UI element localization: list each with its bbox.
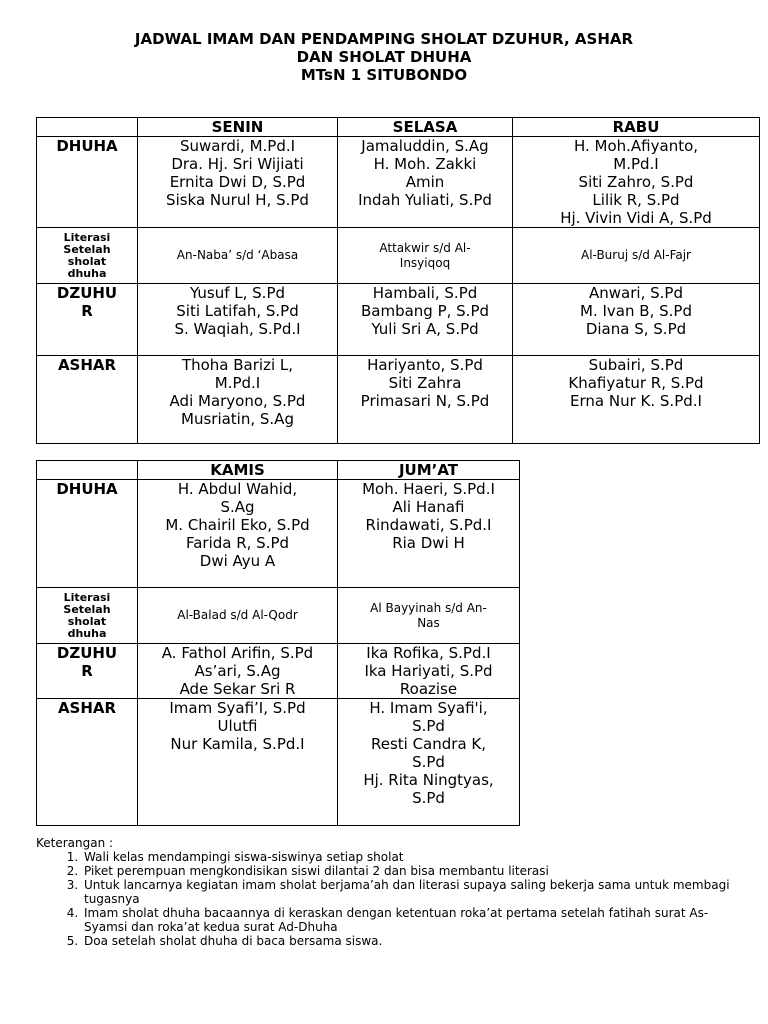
- row-label-ashar: ASHAR: [37, 356, 138, 444]
- cell-line: Subairi, S.Pd: [588, 356, 684, 374]
- cell-line: H. Moh.Afiyanto,: [573, 137, 699, 155]
- corner-cell: [37, 461, 138, 480]
- cell-line: Literasi: [63, 230, 111, 244]
- cell-line: Hariyanto, S.Pd: [367, 356, 483, 374]
- cell: [513, 284, 760, 356]
- cell-line: sholat: [67, 614, 107, 628]
- cell: [513, 356, 760, 444]
- cell-line: S.Pd: [412, 717, 445, 735]
- cell-line: Musriatin, S.Ag: [181, 410, 294, 428]
- cell-line: Dra. Hj. Sri Wijiati: [171, 155, 304, 173]
- cell-line: Siska Nurul H, S.Pd: [166, 191, 309, 209]
- cell-line: Anwari, S.Pd: [589, 284, 683, 302]
- cell-line: Farida R, S.Pd: [185, 534, 290, 552]
- cell-line: Yusuf L, S.Pd: [189, 284, 286, 302]
- cell-line: S.Pd: [412, 753, 445, 771]
- cell-line: Hj. Vivin Vidi A, S.Pd: [560, 209, 712, 227]
- cell-line: Ika Hariyati, S.Pd: [364, 662, 493, 680]
- cell-line: M. Ivan B, S.Pd: [580, 302, 692, 320]
- cell-line: Ali Hanafi: [392, 498, 465, 516]
- notes-section: [36, 836, 736, 948]
- cell-line: R: [81, 302, 93, 320]
- cell: [138, 137, 338, 228]
- cell-line: Attakwir s/d Al-: [379, 240, 471, 255]
- cell-line: M.Pd.I: [214, 374, 261, 392]
- cell-line: Yuli Sri A, S.Pd: [371, 320, 479, 338]
- title-line-3: MTsN 1 SITUBONDO: [300, 66, 468, 84]
- cell-line: As’ari, S.Ag: [194, 662, 281, 680]
- cell-line: Bambang P, S.Pd: [360, 302, 490, 320]
- cell-line: Al Bayyinah s/d An-: [370, 600, 487, 615]
- cell-line: Amin: [405, 173, 445, 191]
- row-label-ashar: ASHAR: [37, 699, 138, 826]
- cell: [338, 644, 520, 699]
- cell-line: M.Pd.I: [613, 155, 659, 173]
- ashar-row: [37, 699, 520, 826]
- cell-line: Lilik R, S.Pd: [592, 191, 680, 209]
- cell-line: S.Ag: [220, 498, 255, 516]
- cell-line: A. Fathol Arifin, S.Pd: [161, 644, 314, 662]
- cell-line: Ade Sekar Sri R: [179, 680, 296, 698]
- row-label-literasi: [37, 228, 138, 284]
- cell: [138, 356, 338, 444]
- note-item: 2. Piket perempuan mengkondisikan siswi dilantai 2 dan bisa membantu literasi: [82, 864, 736, 878]
- corner-cell: [37, 118, 138, 137]
- cell: [338, 480, 520, 588]
- row-label-dhuha: DHUHA: [37, 480, 138, 588]
- cell-line: Ria Dwi H: [392, 534, 465, 552]
- cell-line: Thoha Barizi L,: [181, 356, 294, 374]
- cell-line: Indah Yuliati, S.Pd: [358, 191, 492, 209]
- cell-line: S. Waqiah, S.Pd.I: [174, 320, 301, 338]
- note-item: 5. Doa setelah sholat dhuha di baca bersama siswa.: [82, 934, 736, 948]
- cell-line: Hj. Rita Ningtyas,: [363, 771, 494, 789]
- header-jumat: JUM’AT: [338, 461, 520, 480]
- cell: [138, 699, 338, 826]
- cell-line: Hambali, S.Pd: [372, 284, 478, 302]
- cell-line: Resti Candra K,: [370, 735, 487, 753]
- cell-line: Setelah: [63, 242, 111, 256]
- note-item: 1. Wali kelas mendampingi siswa-siswinya setiap sholat: [82, 850, 736, 864]
- dzuhur-row: [37, 644, 520, 699]
- title-line-1: JADWAL IMAM DAN PENDAMPING SHOLAT DZUHUR, ASHAR: [134, 30, 634, 48]
- cell-line: Ulutfi: [217, 717, 258, 735]
- cell-line: H. Abdul Wahid,: [177, 480, 298, 498]
- cell: [513, 137, 760, 228]
- cell-line: Nas: [417, 615, 440, 630]
- schedule-table-2: [36, 460, 520, 826]
- header-row: [37, 118, 760, 137]
- cell: [338, 588, 520, 644]
- cell-line: Roazise: [399, 680, 458, 698]
- cell-line: dhuha: [67, 626, 107, 640]
- cell-line: Siti Zahra: [388, 374, 462, 392]
- cell-line: H. Imam Syafi'i,: [369, 699, 488, 717]
- cell-line: M. Chairil Eko, S.Pd: [165, 516, 310, 534]
- cell: [338, 284, 513, 356]
- note-item: 3. Untuk lancarnya kegiatan imam sholat berjama’ah dan literasi supaya saling bekerja sama untuk membagi tugasnya: [82, 878, 736, 906]
- ashar-row: [37, 356, 760, 444]
- cell-line: Al-Buruj s/d Al-Fajr: [581, 248, 691, 262]
- literasi-row: [37, 228, 760, 284]
- cell-line: Ika Rofika, S.Pd.I: [366, 644, 491, 662]
- cell-line: R: [81, 662, 93, 680]
- cell: [338, 137, 513, 228]
- row-label-dhuha: DHUHA: [37, 137, 138, 228]
- cell-line: dhuha: [67, 266, 107, 280]
- cell-line: Adi Maryono, S.Pd: [169, 392, 306, 410]
- cell-line: sholat: [67, 254, 107, 268]
- notes-list: [36, 850, 736, 948]
- row-label-literasi: [37, 588, 138, 644]
- cell-line: An-Naba’ s/d ‘Abasa: [176, 248, 299, 262]
- row-label-dzuhur: [37, 644, 138, 699]
- header-senin: SENIN: [138, 118, 338, 137]
- cell-line: Dwi Ayu A: [199, 552, 276, 570]
- cell-line: Diana S, S.Pd: [585, 320, 687, 338]
- cell-line: Primasari N, S.Pd: [360, 392, 490, 410]
- note-item: 4. Imam sholat dhuha bacaannya di keraskan dengan ketentuan roka’at pertama setelah fatihah surat As-Syamsi dan roka’at kedua surat Ad-Dhuha: [82, 906, 736, 934]
- header-row: [37, 461, 520, 480]
- cell: [138, 480, 338, 588]
- cell-line: Nur Kamila, S.Pd.I: [170, 735, 305, 753]
- title-line-2: DAN SHOLAT DHUHA: [296, 48, 472, 66]
- cell-line: Insyiqoq: [399, 255, 451, 270]
- cell: [338, 356, 513, 444]
- cell: [138, 284, 338, 356]
- cell-line: Erna Nur K. S.Pd.I: [570, 392, 702, 410]
- dhuha-row: [37, 137, 760, 228]
- cell: [338, 228, 513, 284]
- cell-line: Siti Latifah, S.Pd: [176, 302, 299, 320]
- cell-line: Rindawati, S.Pd.I: [365, 516, 492, 534]
- cell: [338, 699, 520, 826]
- header-selasa: SELASA: [338, 118, 513, 137]
- cell: [138, 228, 338, 284]
- cell-line: Literasi: [63, 590, 111, 604]
- cell-line: Imam Syafi’I, S.Pd: [169, 699, 306, 717]
- literasi-row: [37, 588, 520, 644]
- cell-line: Moh. Haeri, S.Pd.I: [362, 480, 495, 498]
- cell: [513, 228, 760, 284]
- cell-line: Jamaluddin, S.Ag: [361, 137, 489, 155]
- header-rabu: RABU: [513, 118, 760, 137]
- row-label-dzuhur: [37, 284, 138, 356]
- cell-line: Ernita Dwi D, S.Pd: [169, 173, 306, 191]
- header-kamis: KAMIS: [138, 461, 338, 480]
- dzuhur-row: [37, 284, 760, 356]
- dhuha-row: [37, 480, 520, 588]
- cell-line: Khafiyatur R, S.Pd: [568, 374, 704, 392]
- schedule-table-1: [36, 117, 760, 444]
- cell: [138, 588, 338, 644]
- cell-line: DZUHU: [56, 644, 118, 662]
- cell-line: S.Pd: [412, 789, 445, 807]
- cell-line: DZUHU: [56, 284, 118, 302]
- cell-line: Setelah: [63, 602, 111, 616]
- document-title: [0, 30, 768, 84]
- cell-line: Siti Zahro, S.Pd: [578, 173, 694, 191]
- cell: [138, 644, 338, 699]
- cell-line: H. Moh. Zakki: [373, 155, 477, 173]
- notes-heading: Keterangan :: [36, 836, 114, 850]
- cell-line: Suwardi, M.Pd.I: [179, 137, 296, 155]
- cell-line: Al-Balad s/d Al-Qodr: [177, 608, 298, 622]
